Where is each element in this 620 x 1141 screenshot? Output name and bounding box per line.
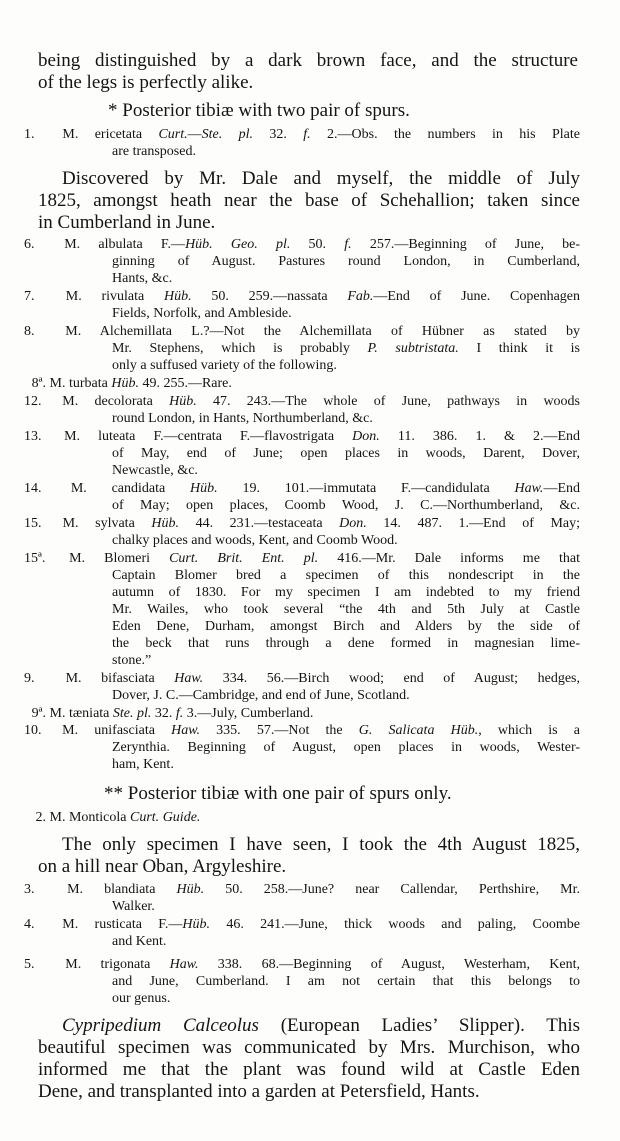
entry-number: 15. [24,516,42,531]
entry-text: M. unifasciata Haw. 335. 57.—Not the G. Salicata Hüb., which is a [62,723,581,738]
entry-number: 13. [24,429,42,444]
entry-number: 7. [24,289,35,304]
entry-continuation: Hants, &c. [112,271,173,286]
entry-6-albulata [24,237,580,253]
entry-9a-taeniata [24,706,313,722]
entry-continuation: ginning of August. Pastures round London, in Cumberland, [112,254,580,269]
entry-continuation: Zerynthia. Beginning of August, open places in woods, Wester- [112,740,580,755]
entry-continuation: of May, end of June; open places in woods, Darent, Dover, [112,446,580,461]
entry-number: 9. [24,671,35,686]
entry-number: 6. [24,237,35,252]
text-line-2: of the legs is perfectly alike. [38,72,254,93]
text-line: in Cumberland in June. [38,212,216,233]
text-line: The only specimen I have seen, I took the 4th August 1825, [62,834,580,855]
entry-4-rusticata [24,917,580,933]
entry-number: 14. [24,481,42,496]
entry-number: 12. [24,394,42,409]
entry-7-rivulata [24,289,580,305]
entry-number: 10. [24,723,42,738]
entry-number: 4. [24,917,35,932]
entry-continuation: of May; open places, Coomb Wood, J. C.—Northumberland, &c. [112,498,580,513]
entry-15-sylvata [24,516,580,532]
entry-13-luteata [24,429,580,445]
entry-number: 1. [24,127,35,142]
entry-continuation: Eden Dene, Durham, amongst Birch and Alders by the side of [112,619,580,634]
entry-continuation: chalky places and woods, Kent, and Coomb Wood. [112,533,398,548]
entry-text: M. decolorata Hüb. 47. 243.—The whole of June, pathways in woods [62,394,581,409]
entry-continuation: autumn of 1830. For my specimen I am indebted to my friend [112,585,580,600]
entry-continuation: Fields, Norfolk, and Ambleside. [112,306,292,321]
text-line: 1825, amongst heath near the base of Schehallion; taken since [38,190,580,211]
entry-text: M. tæniata Ste. pl. 32. f. 3.—July, Cumberland. [49,706,314,721]
entry-continuation: only a suffused variety of the following. [112,358,337,373]
entry-number: 9ª. [31,706,46,721]
entry-5-trigonata [24,957,580,973]
entry-8-alchemillata [24,324,580,340]
text-line-1: being distinguished by a dark brown face, and the structure [38,50,578,71]
entry-text: M. bifasciata Haw. 334. 56.—Birch wood; end of August; hedges, [65,671,581,686]
section-heading-two-pair-spurs: * Posterior tibiæ with two pair of spurs. [108,100,410,121]
entry-text: M. turbata Hüb. 49. 255.—Rare. [49,376,232,391]
entry-continuation: round London, in Hants, Northumberland, &c. [112,411,373,426]
text-line-cypripedium: Cypripedium Calceolus (European Ladies’ Slipper). This [62,1015,581,1036]
entry-text: M. albulata F.—Hüb. Geo. pl. 50. f. 257.—Beginning of June, be- [64,237,581,252]
entry-9-bifasciata [24,671,580,687]
entry-number: 3. [24,882,35,897]
entry-number: 15ª. [24,551,46,566]
entry-8a-turbata [24,376,232,392]
entry-number: 2. [35,810,46,825]
entry-text: M. Monticola Curt. Guide. [49,810,201,825]
entry-continuation: are transposed. [112,144,196,159]
entry-12-decolorata [24,394,580,410]
entry-14-candidata [24,481,580,497]
section-heading-one-pair-spurs: ** Posterior tibiæ with one pair of spurs only. [104,783,452,804]
text-line: informed me that the plant was found wild at Castle Eden [38,1059,580,1080]
entry-text: M. Alchemillata L.?—Not the Alchemillata of Hübner as stated by [65,324,580,339]
entry-continuation: Mr. Wailes, who took several “the 4th and 5th July at Castle [112,602,580,617]
text-line-discovered: Discovered by Mr. Dale and myself, the middle of July [62,168,580,189]
entry-continuation: stone.” [112,653,152,668]
entry-10-unifasciata [24,723,580,739]
entry-continuation: Walker. [112,899,155,914]
entry-15a-blomeri [24,551,580,567]
entry-2-monticola [24,810,200,826]
entry-continuation: Mr. Stephens, which is probably P. subtristata. I think it is [112,341,580,356]
entry-text: M. luteata F.—centrata F.—flavostrigata Don. 11. 386. 1. & 2.—End [64,429,581,444]
entry-1-ericetata [24,127,580,143]
entry-text: M. blandiata Hüb. 50. 258.—June? near Callendar, Perthshire, Mr. [67,882,581,897]
entry-continuation: and Kent. [112,934,167,949]
entry-number: 8. [24,324,35,339]
entry-text: M. trigonata Haw. 338. 68.—Beginning of August, Westerham, Kent, [65,957,580,972]
text-line: on a hill near Oban, Argyleshire. [38,856,287,877]
entry-text: M. Blomeri Curt. Brit. Ent. pl. 416.—Mr. Dale informs me that [69,551,580,566]
entry-continuation: Newcastle, &c. [112,463,198,478]
entry-continuation: the beck that runs through a dene formed in magnesian lime- [112,636,580,651]
entry-text: M. candidata Hüb. 19. 101.—immutata F.—candidulata Haw.—End [70,481,580,496]
entry-3-blandiata [24,882,580,898]
text-line: beautiful specimen was communicated by Mrs. Murchison, who [38,1037,580,1058]
entry-continuation: Captain Blomer bred a specimen of this nondescript in the [112,568,580,583]
entry-text: M. ericetata Curt.—Ste. pl. 32. f. 2.—Obs. the numbers in his Plate [62,127,580,142]
entry-continuation: our genus. [112,991,171,1006]
entry-text: M. sylvata Hüb. 44. 231.—testaceata Don. 14. 487. 1.—End of May; [62,516,581,531]
text-line: Dene, and transplanted into a garden at Petersfield, Hants. [38,1081,480,1102]
entry-continuation: and June, Cumberland. I am not certain that this belongs to [112,974,580,989]
entry-continuation: Dover, J. C.—Cambridge, and end of June, Scotland. [112,688,410,703]
entry-number: 5. [24,957,35,972]
entry-continuation: ham, Kent. [112,757,174,772]
entry-text: M. rusticata F.—Hüb. 46. 241.—June, thick woods and paling, Coombe [62,917,580,932]
entry-text: M. rivulata Hüb. 50. 259.—nassata Fab.—End of June. Copenhagen [65,289,580,304]
entry-number: 8ª. [31,376,46,391]
